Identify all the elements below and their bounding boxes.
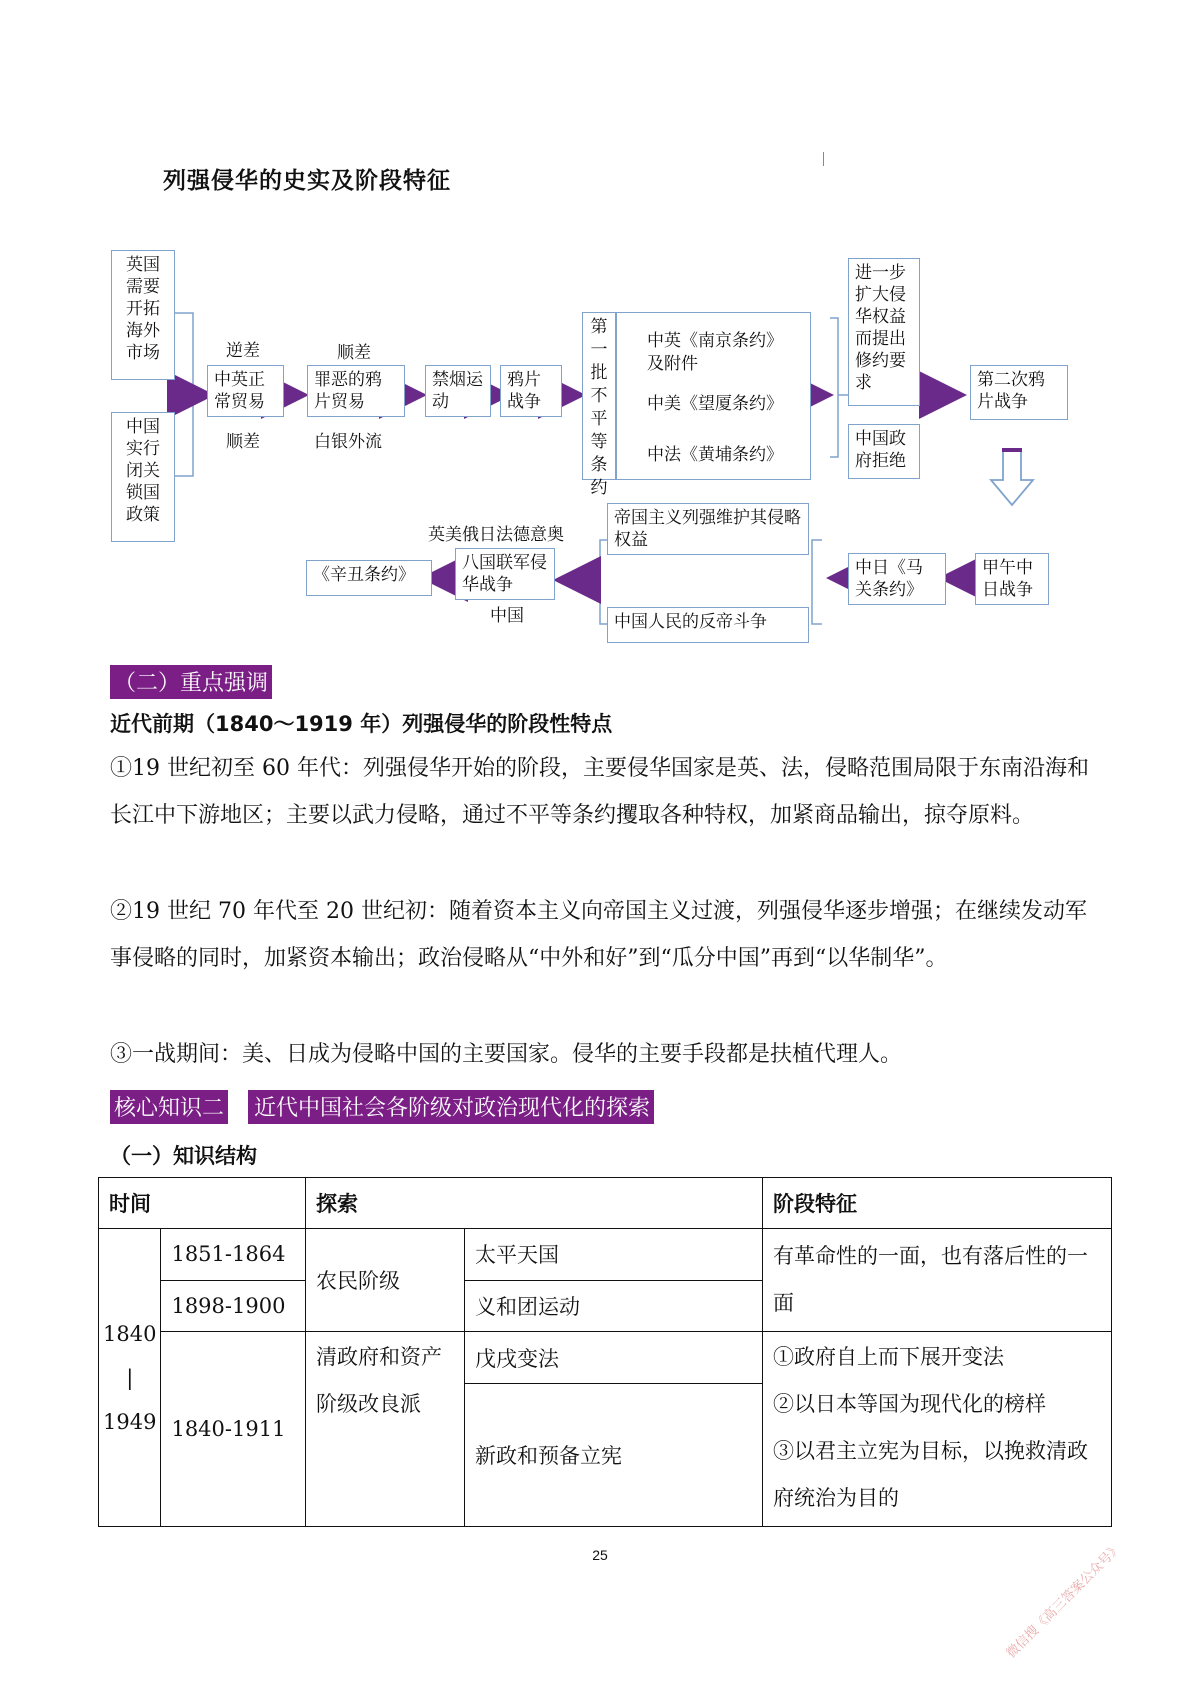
surplus-label-2: 顺差: [337, 343, 371, 363]
span-end: 1949: [103, 1409, 157, 1434]
normal-trade-box: 中英正常贸易: [207, 365, 284, 417]
exploration-table: [98, 1177, 1112, 1527]
treaty-shimonoseki-box: 中日《马关条约》: [848, 553, 946, 605]
opium-trade-box: 罪恶的鸦片贸易: [307, 365, 405, 417]
table-row: [99, 1332, 1112, 1384]
imperialists-box: 帝国主义列强维护其侵略权益: [607, 503, 809, 555]
deficit-label: 逆差: [226, 341, 260, 361]
surplus-label: 顺差: [226, 432, 260, 452]
treaty-wangxia: 中美《望厦条约》: [647, 394, 783, 414]
event-cell: 义和团运动: [465, 1280, 763, 1332]
ban-opium-box: 禁烟运动: [425, 365, 491, 417]
page-number: 25: [592, 1547, 608, 1563]
feature-cell: 有革命性的一面，也有落后性的一面: [763, 1229, 1112, 1332]
feature-2: ②以日本等国为现代化的榜样: [773, 1392, 1046, 1416]
table-header-row: [99, 1178, 1112, 1229]
expand-rights-box: 进一步扩大侵华权益而提出修约要求: [848, 258, 920, 406]
header-feature: 阶段特征: [763, 1178, 1112, 1229]
watermark: 微信搜《高三答案公众号》: [1003, 1540, 1125, 1662]
core-header-label: 核心知识二: [110, 1090, 228, 1124]
explorer-cell: 农民阶级: [306, 1229, 465, 1332]
china-label: 中国: [490, 606, 524, 626]
paragraph-2: ②19 世纪 70 年代至 20 世纪初：随着资本主义向帝国主义过渡，列强侵华逐步增强；在继续发动军事侵略的同时，加紧资本输出；政治侵略从“中外和好”到“瓜分中国”再到“以华制华”。: [110, 899, 1087, 971]
event-cell: 戊戌变法: [465, 1332, 763, 1384]
people-struggle-box: 中国人民的反帝斗争: [607, 607, 809, 643]
china-closed-box: 中国实行闭关锁国政策: [111, 412, 175, 542]
table-row: [99, 1229, 1112, 1281]
header-explore: 探索: [306, 1178, 763, 1229]
event-cell: 太平天国: [465, 1229, 763, 1281]
opium-war-box: 鸦片战争: [500, 365, 562, 417]
xinchou-treaty-box: 《辛丑条约》: [306, 560, 432, 596]
feature-3: ③以君主立宪为目标，以挽救清政府统治为目的: [773, 1439, 1088, 1510]
explorer-cell: 清政府和资产阶级改良派: [306, 1332, 465, 1527]
period-cell: 1898-1900: [161, 1280, 306, 1332]
page-title: 列强侵华的史实及阶段特征: [163, 168, 451, 194]
first-treaties-box: 第一批不平等条约: [582, 312, 616, 480]
span-cell: [99, 1229, 161, 1527]
allied-forces-box: 八国联军侵华战争: [455, 548, 555, 600]
second-opium-war-box: 第二次鸦片战争: [970, 365, 1068, 420]
feature-1: ①政府自上而下展开变法: [773, 1345, 1004, 1369]
knowledge-structure-label: （一）知识结构: [110, 1144, 257, 1168]
paragraph-3: ③一战期间：美、日成为侵略中国的主要国家。侵华的主要手段都是扶植代理人。: [110, 1042, 903, 1067]
sino-japanese-war-box: 甲午中日战争: [975, 553, 1049, 605]
event-cell: 新政和预备立宪: [465, 1384, 763, 1527]
period-cell: 1851-1864: [161, 1229, 306, 1281]
core-header-title: 近代中国社会各阶级对政治现代化的探索: [248, 1090, 654, 1124]
period-cell: 1840-1911: [161, 1332, 306, 1527]
span-start: 1840: [103, 1321, 157, 1346]
feature-cell: [763, 1332, 1112, 1527]
britain-need-box: 英国需要开拓海外市场: [111, 250, 175, 380]
silver-outflow-label: 白银外流: [314, 432, 382, 452]
eight-nations-label: 英美俄日法德意奥: [428, 525, 564, 545]
paragraph-1: ①19 世纪初至 60 年代：列强侵华开始的阶段，主要侵华国家是英、法，侵略范围局限于东南沿海和长江中下游地区；主要以武力侵略，通过不平等条约攫取各种特权，加紧商品输出，掠夺原料。: [110, 756, 1089, 828]
section-subtitle: 近代前期（1840～1919 年）列强侵华的阶段性特点: [110, 712, 613, 736]
treaty-nanjing: 中英《南京条约》及附件: [647, 331, 783, 374]
china-refuse-box: 中国政府拒绝: [848, 424, 920, 479]
treaty-huangpu: 中法《黄埔条约》: [647, 445, 783, 465]
header-time: 时间: [99, 1178, 306, 1229]
section-header-emphasis: （二）重点强调: [110, 665, 272, 699]
span-bar: |: [126, 1365, 134, 1390]
